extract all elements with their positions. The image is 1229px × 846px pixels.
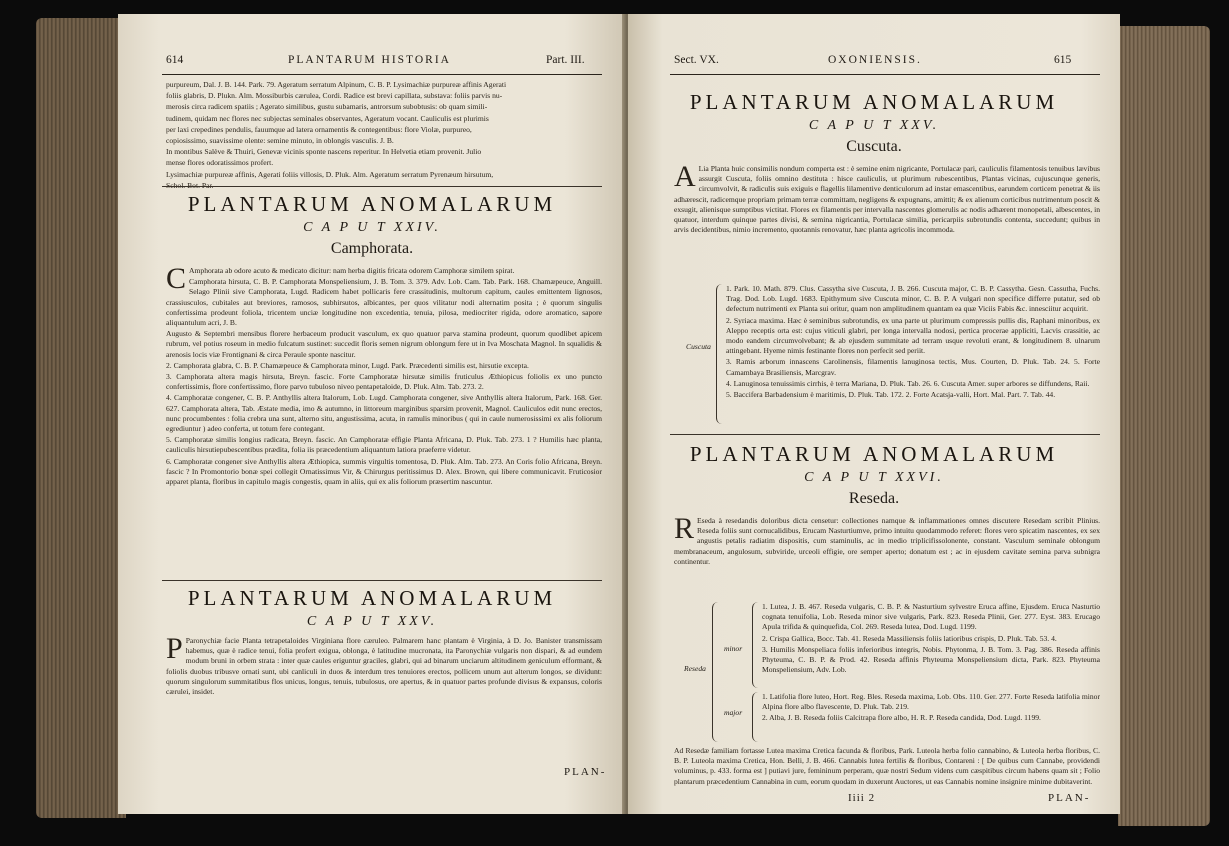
left-section2-title: PLANTARUM ANOMALARUM — [187, 586, 557, 610]
reseda-major-brace — [752, 692, 758, 742]
text-line: tudinem, quidam nec flores nec subjectas seminales observantes, Ageratum vocant. Cauliculis est plurimis — [166, 113, 489, 123]
right-section2-caput: C A P U T XXVI. — [804, 470, 944, 485]
right-page-edges — [1118, 26, 1210, 826]
right-section2-name: Reseda. — [848, 490, 900, 507]
reseda-minor-brace — [752, 602, 758, 688]
right-running-title: OXONIENSIS. — [828, 54, 922, 66]
species-entry: 2. Syriaca maxima. Hæc è seminibus subrotundis, ex una parte ut plurimum compressis pullis dis, Raphani minoribus, ex Aleppo receptis orta est: cujus viticuli glabri, per longa intervalla nodosi, pertica procerae appliciti, Lacvis crassitie, ac modo eandem circumvolvebant; & ab ejusdem summitate ad terram usque revoluti erant, & longitudinem 8. ulnarum attingebant. Hyeme nimis festinante flores non perfecit sed periit. — [726, 315, 1100, 356]
right-section-label: Sect. VX. — [674, 54, 719, 66]
left-page-number: 614 — [166, 54, 184, 66]
left-head-rule — [162, 74, 602, 75]
left-page — [118, 14, 626, 814]
text-line: Lysimachiæ purpureæ affinis, Agerati foliis villosis, D. Pluk. Alm. Ageratum serratum Pyrenæum hirsutum, — [166, 169, 494, 179]
species-entry: 5. Baccifera Barbadensium è maritimis, D. Pluk. Tab. 172. 2. Forte Acatsja-valli, Hort. Mal. Part. 7. Tab. 44. — [726, 390, 1056, 400]
left-running-head — [118, 54, 626, 72]
text-line: In montibus Salève & Thuiri, Genevæ vicinis sponte nascens reperitur. In Helvetia etiam provenit. Julio — [166, 147, 482, 157]
right-running-head — [628, 54, 1120, 72]
reseda-minor-list — [762, 602, 1100, 676]
drop-capital: C — [166, 262, 187, 295]
left-part-label: Part. III. — [546, 54, 585, 66]
species-entry: 1. Lutea, J. B. 467. Reseda vulgaris, C. B. P. & Nasturtium sylvestre Eruca affine, Ejusdem. Eruca Nasturtio cognata tenuifolia, Lob. Reseda minor sive vulgaris, Park. 823. Reseda Plinii, Ger. 277. Eyst. 383. Erucago Apula trifida & quinquefida, Col. 269. Reseda lutea, Dod. Lugd. 1199. — [762, 602, 1100, 632]
left-section2-caput: C A P U T XXV. — [306, 614, 438, 629]
text-line: merosis circa radicem spatiis ; Agerato similibus, gustu subamaris, antrorsum subobtusis: ob quam simili- — [166, 102, 488, 112]
species-entry: 1. Park. 10. Math. 879. Clus. Cassytha sive Cuscuta, J. B. 266. Cuscuta major, C. B. P. Cassytha. Gesn. Cassutha, Fuchs. Trag. Dod. Lob. Lugd. 1683. Epithymum sive Cuscuta minor, C. B. P. A vulgari non specifice differre putatur, sed ob defectum nutrimenti ex Planta sui oritur, quam non amplitudinem quantam ea quæ Viciis Fabis &c. innesciitur acquirit. — [726, 284, 1100, 314]
signature-mark: Iiii 2 — [848, 792, 876, 804]
reseda-minor-label: minor — [724, 644, 743, 653]
left-running-title: PLANTARUM HISTORIA — [288, 54, 451, 66]
right-page — [628, 14, 1120, 814]
text-line: per laxi crepedines pendulis, fauumque ad latera ornamentis & contegentibus: flore Violæ, purpureo, — [166, 124, 472, 134]
left-page-edges — [36, 18, 126, 818]
paragraph: 4. Camphoratæ congener, C. B. P. Anthyllis altera Italorum, Lob. Lugd. Camphorata congener, sive Anthyllis altera Italorum, Park. 168. Ger. 627. Camphorata altera, Tab. Æstate media, imo & autumno, in littoreum marginibus sparsim provenit, Magnol. Cauliculos edit nunc erectos, nunc procumbentes : folia crebra una sunt, alterno situ, angustissima, acuta, in ramulis minoribus ( qui in caule numerosissimi ex alis foliorum egrediuntur ) adeo conferta, ut totum fere contegant. — [166, 393, 602, 434]
cuscuta-species-list — [726, 284, 1100, 401]
right-section2-title: PLANTARUM ANOMALARUM — [689, 442, 1059, 466]
right-page-number: 615 — [1054, 54, 1072, 66]
reseda-brace-label: Reseda — [684, 664, 706, 673]
reseda-major-label: major — [724, 708, 743, 717]
right-head-rule — [670, 74, 1100, 75]
species-entry: 2. Alba, J. B. Reseda foliis Calcitrapa flore albo, H. R. P. Reseda candida, Dod. Lugd. 1199. — [762, 713, 1041, 723]
left-section1-name: Camphorata. — [330, 240, 414, 257]
right-section2-text: R Eseda à resedandis doloribus dicta censetur: collectiones namque & inflammationes omnes discutere Resedam scribit Plinius. Reseda foliis sunt cornucalidibus, Erucam Nasturtiumve, primo intuitu quodammodo referet: flores vero spicatim nascentes, ex sex angustis petalis radiatim dispositis, cum staminulis, ac in medio triplicifissolonente, constant. Vasculum seminale oblongum membranaceum, angulosum, subviride, urceoli effigie, ore semper aperto; donatum est ; ac in ejusdem cavitate semina parva subnigra continentur. — [674, 512, 1100, 566]
left-top-text — [166, 80, 602, 192]
cuscuta-brace-label: Cuscuta — [686, 342, 711, 351]
right-section1-text: A Lia Planta huic consimilis nondum comperta est : è semine enim nigricante, Portulacæ pari, cauliculis filamentosis tenuibus lævibus assurgit Cuscuta, foliis omnino destituta : hisce cauliculis, ut plurimum rubescentibus, Plantas vicinas, cujuscunque generis, circumvolvit, & radiculis suis exiguis e flagellis lilamentive denticulorum ad instar emascentibus, earundem corticem penetrat & iis adhærescit, radicemque propriam primam terræ committam, negligens & expugnans, amittit; & ex alienum corticibus nutrimentum poscit & exsugit, alienisque sumptibus victitat. Flores ex filamentis per intervalla nascentes glomerulis ac nodis adhærent monopetali, albescentes, in quatuor, interdum quinque partes divisi, & semina nigricantia, Portulacæ similia, pericarpiis subrotundis contenta, succedunt; quibus in arvis decidentibus, nimio incremento, quotannis renovatur, hæc planta agricolis incommoda. — [674, 160, 1101, 235]
paragraph: 5. Camphoratæ similis longius radicata, Breyn. fascic. An Camphoratæ effigie Planta Africana, D. Pluk. Tab. 273. 1 ? Humilis hæc planta, cauliculis hirsutiepubescentibus prædita, folia iis præcedentium aliquantum latiora praeferre videtur. — [166, 435, 602, 455]
species-entry: 3. Ramis arborum innascens Carolinensis, filamentis lanuginosa tectis, Mus. Courten, D. Pluk. Tab. 24. 5. Forte Camambaya Brasiliensis, Marcgrav. — [726, 357, 1100, 377]
text-line: foliis glabris, D. Plukn. Alm. Mossiburbis cærulea, Cordi. Radice est brevi capillata, substava: foliis parvis nu- — [166, 91, 503, 101]
species-entry: 3. Humilis Monspeliaca foliis inferioribus integris, Nobis. Phytonma, J. B. Tom. 3. Pag. 386. Reseda affinis Phyteuma, C. B. P. & Prod. 42. Reseda affinis Phyteuma Monspeliensium dicta, Park. 823. Phyteuma Monspeliensium, Adv. Lob. — [762, 644, 1100, 675]
left-catchword: PLAN- — [564, 766, 607, 778]
left-section1-title: PLANTARUM ANOMALARUM — [187, 192, 557, 216]
reseda-major-list — [762, 692, 1100, 725]
left-section1-text — [166, 262, 602, 488]
right-catchword: PLAN- — [1048, 792, 1091, 804]
paragraph: 2. Camphorata glabra, C. B. P. Chamæpeuce & Camphorata minor, Lugd. Park. Præcedenti similis est, hirsutie excepta. — [166, 360, 529, 370]
paragraph: 3. Camphorata altera magis hirsuta, Breyn. fascic. Forte Camphoratæ hirsutæ similis fruticulus Æthiopicus foliolis ex uno puncto confertissimis, flore confertissimo, flore parvo tubuloso niveo pentapetaloide, D. Pluk. Alm. Tab. 273. 2. — [166, 372, 602, 392]
right-rule-1 — [670, 434, 1100, 435]
left-rule-2 — [162, 580, 602, 581]
left-section2-text: P Paronychiæ facie Planta tetrapetaloides Virginiana flore cæruleo. Palmarem hanc plantam è Virginia, à D. Jo. Banister transmissam habemus, quæ è radice tenui, folia profert exigua, oblonga, è latitudine mucronata, ita Paronychiæ vulgaris non dispari, & ad eundem modum bruni in orbem strata : inter quæ caules eriguntur graciles, glabri, qui ad binarum unciarum altitudinem geniculum efformant, & foliolis duobus tribusve ornati sunt, ubi canliculi in duos & interdum tres tenuiores erectos, pollicem unum aut alterum longos, se dividunt: quorum singulorum summitatibus flos unicus, longus, tenuis, tubulosus, ore apertus, & in quatuor partes profunde divisus & expansus, coloris cærulei, insidet. — [166, 632, 602, 697]
text-line: mense flores odoratissimos profert. — [166, 158, 274, 168]
right-section1-title: PLANTARUM ANOMALARUM — [689, 90, 1059, 114]
paragraph: C Amphorata ab odore acuto & medicato dicitur: nam herba digitis fricata odorem Camphoræ similem spirat. — [166, 262, 515, 295]
text-line: purpureum, Dal. J. B. 144. Park. 79. Ageratum serratum Alpinum, C. B. P. Lysimachiæ purpureæ affinis Agerati — [166, 80, 507, 89]
reseda-closing-text: Ad Resedæ familiam fortasse Lutea maxima Cretica facunda & floribus, Park. Luteola herba folio cannabino, & Luteola herba floribus, C. B. P. Luteola maxima Cretica, Hon. Belli, J. B. 466. Cannabis lutea fertilis & floribus, Contareni : [ De quibus cum Cannabe, providendi voluminus, p. 433. forma est ] putiavi jure, femininum perperam, quæ nostri Sedum videns cum cæspitibus circum habens quam sit ; Folio plantarum præcedentium Cannabina in cum, eorum quodam in duxerunt Auctores, ut eas Cannabis nomine insignire minime dubitaverint. — [674, 746, 1100, 786]
left-section1-caput: C A P U T XXIV. — [303, 220, 441, 235]
right-section1-name: Cuscuta. — [846, 138, 902, 155]
species-entry: 1. Latifolia flore luteo, Hort. Reg. Bles. Reseda maxima, Lob. Obs. 110. Ger. 277. Forte Reseda latifolia minor Alpina flore albo flavescente, D. Pluk. Tab. 219. — [762, 692, 1100, 712]
left-rule-1 — [162, 186, 602, 187]
cuscuta-brace — [716, 284, 723, 424]
paragraph: Camphorata hirsuta, C. B. P. Camphorata Monspeliensium, J. B. Tom. 3. 379. Adv. Lob. Cam. Tab. Park. 168. Chamæpeuce, Anguill. Selago Plinii sive Camphorata, Lugd. Radicem habet pollicaris fere crassitudinis, multorum capitum, caules emittentem lignosos, crassiusculos, cubitales aut breviores, ramosos, subhirsutos, albicantes, per quos vilitatur nodi alternatim posita ; è quorum singulis confertissima prodeunt foliola, tricentem unciæ longitudine non excedentia, tenuia, pilosa, mediocriter rigida, odore aromatico, sapore aliquantulum acri, J. B. — [166, 277, 602, 328]
text-line: copiosissimo, suavissime olente: semine minuto, in oblongis vasculis. J. B. — [166, 136, 394, 146]
species-entry: 4. Lanuginosa tenuissimis cirrhis, è terra Mariana, D. Pluk. Tab. 26. 6. Cuscuta Amer. super arbores se diffundens, Raii. — [726, 378, 1090, 388]
right-section1-caput: C A P U T XXV. — [808, 118, 940, 133]
paragraph: Augusto & Septembri mensibus florere herbaceum producit vasculum, ex quo quatuor parva stamina prodeunt, quorum quodlibet apicem rubrum, vel potius roseum in medio fulcatum sustinet: succedit floris semen nigrum oblongum fere ut in Iva Moschata Magnol. In squalidis & arenosis locis viæ Frontignani & circa Peraule sponte nascitur. — [166, 329, 602, 359]
paragraph: 6. Camphoratæ congener sive Anthyllis altera Æthiopica, summis virgultis tomentosa, D. Pluk. Alm. Tab. 273. An Coris folio Africana, Breyn. fascic ? In Promontorio bonæ spei collegit Ornatissimus Vir, & Chirurgus peritissimus D. Alex. Brown, qui libere communicavit. Fruticosior apparet planta, floribus in capitulo magis congestis, quam in aliis, qui ex alis foliorum præsertim nascuntur. — [166, 456, 602, 487]
text-line: Schol. Bot. Par. — [166, 180, 214, 190]
species-entry: 2. Crispa Gallica, Bocc. Tab. 41. Reseda Massiliensis foliis latioribus crispis, D. Pluk. Tab. 53. 4. — [762, 633, 1057, 643]
reseda-brace — [712, 602, 719, 742]
